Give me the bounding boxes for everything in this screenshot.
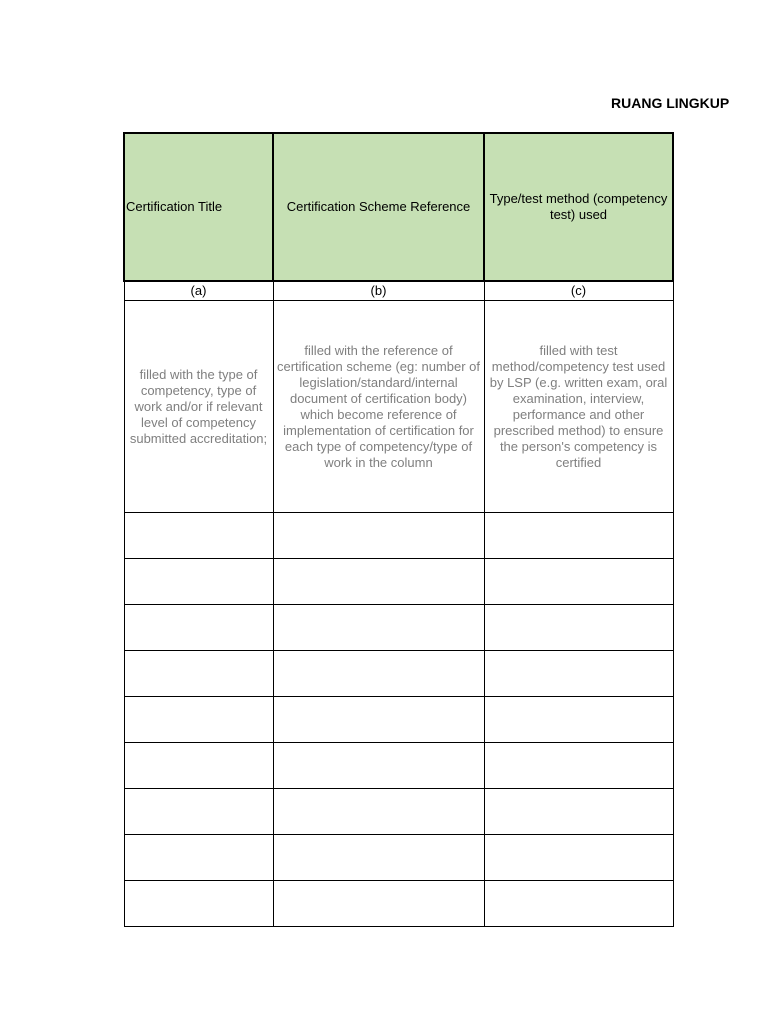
table-cell[interactable] bbox=[484, 789, 673, 835]
table-cell[interactable] bbox=[484, 743, 673, 789]
column-letter-row bbox=[124, 281, 673, 301]
table-cell[interactable] bbox=[124, 881, 273, 927]
table-cell[interactable] bbox=[484, 881, 673, 927]
table-cell[interactable] bbox=[124, 605, 273, 651]
header-row bbox=[124, 133, 673, 281]
table-row bbox=[124, 651, 673, 697]
table-cell[interactable] bbox=[124, 697, 273, 743]
table-cell[interactable] bbox=[484, 513, 673, 559]
table-cell[interactable] bbox=[273, 743, 484, 789]
column-letter-a[interactable]: (a) bbox=[124, 281, 273, 301]
guidance-test-method[interactable]: filled with test method/competency test used by LSP (e.g. written exam, oral examination, interview, performance and other prescribed method) to ensure the person's competency is certified bbox=[484, 301, 673, 513]
table-cell[interactable] bbox=[484, 605, 673, 651]
table-cell[interactable] bbox=[124, 789, 273, 835]
table-cell[interactable] bbox=[124, 559, 273, 605]
table-row bbox=[124, 789, 673, 835]
table-row bbox=[124, 835, 673, 881]
header-test-method[interactable]: Type/test method (competency test) used bbox=[484, 133, 673, 281]
table-cell[interactable] bbox=[124, 513, 273, 559]
document-title: RUANG LINGKUP bbox=[611, 95, 730, 111]
guidance-certification-title[interactable]: filled with the type of competency, type of work and/or if relevant level of competency submitted accreditation; bbox=[124, 301, 273, 513]
table-cell[interactable] bbox=[273, 835, 484, 881]
column-letter-b[interactable]: (b) bbox=[273, 281, 484, 301]
table-cell[interactable] bbox=[484, 697, 673, 743]
header-scheme-reference[interactable]: Certification Scheme Reference bbox=[273, 133, 484, 281]
table-row bbox=[124, 559, 673, 605]
table-cell[interactable] bbox=[273, 881, 484, 927]
table-row bbox=[124, 605, 673, 651]
column-letter-c[interactable]: (c) bbox=[484, 281, 673, 301]
table-cell[interactable] bbox=[273, 651, 484, 697]
header-certification-title[interactable]: Certification Title bbox=[124, 133, 273, 281]
guidance-scheme-reference[interactable]: filled with the reference of certification scheme (eg: number of legislation/standard/internal document of certification body) which become reference of implementation of certification for each type of competency/type of work in the column bbox=[273, 301, 484, 513]
table-row bbox=[124, 697, 673, 743]
table-cell[interactable] bbox=[273, 513, 484, 559]
certification-scope-table bbox=[123, 132, 674, 927]
table-cell[interactable] bbox=[273, 605, 484, 651]
table-row bbox=[124, 743, 673, 789]
table-cell[interactable] bbox=[124, 651, 273, 697]
table-cell[interactable] bbox=[484, 559, 673, 605]
table-cell[interactable] bbox=[484, 651, 673, 697]
table-cell[interactable] bbox=[273, 789, 484, 835]
table-cell[interactable] bbox=[484, 835, 673, 881]
table-cell[interactable] bbox=[124, 743, 273, 789]
guidance-row bbox=[124, 301, 673, 513]
table-row bbox=[124, 513, 673, 559]
table-cell[interactable] bbox=[124, 835, 273, 881]
table-row bbox=[124, 881, 673, 927]
table-cell[interactable] bbox=[273, 697, 484, 743]
table-cell[interactable] bbox=[273, 559, 484, 605]
